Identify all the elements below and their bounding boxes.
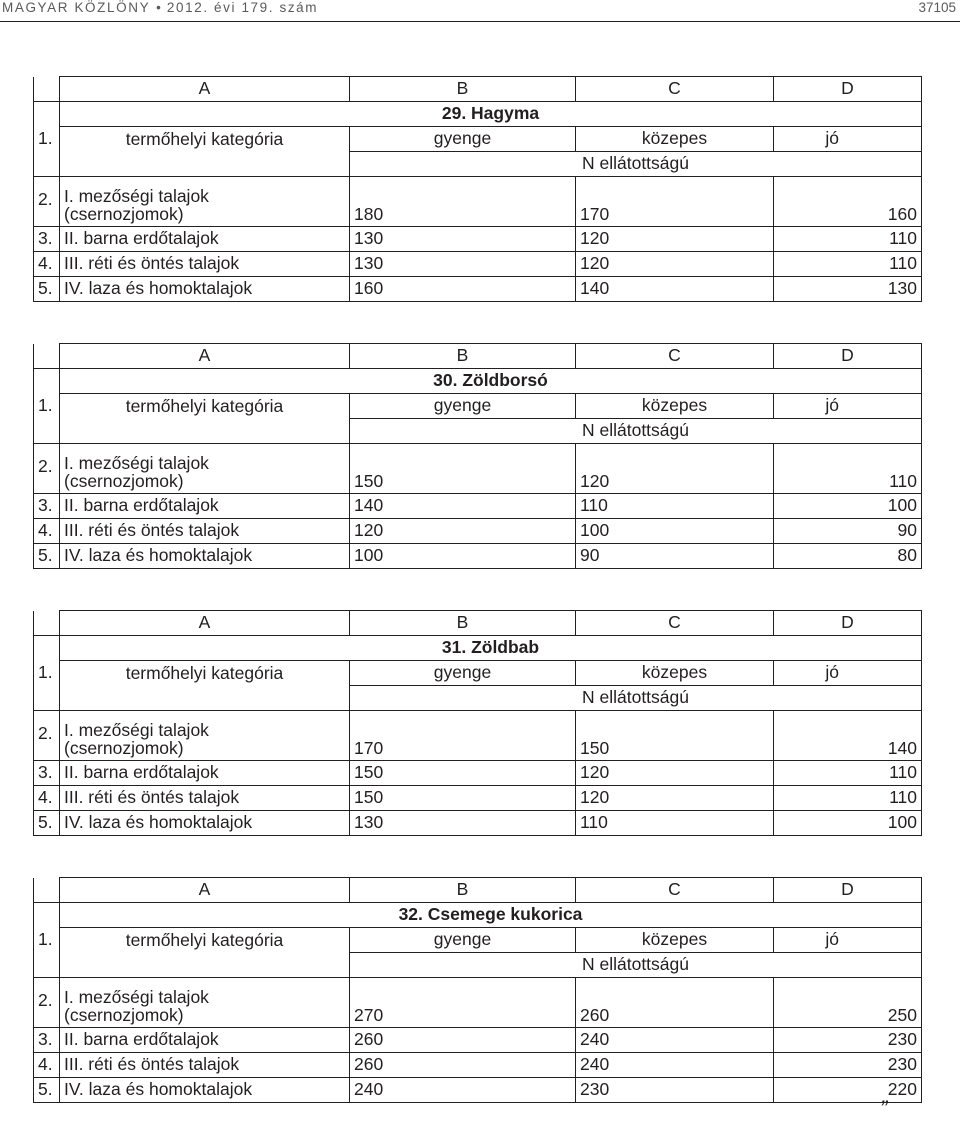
soil-category-label: IV. laza és homoktalajok bbox=[60, 811, 350, 836]
row-number: 1. bbox=[34, 102, 60, 177]
row-number: 3. bbox=[34, 1028, 60, 1053]
value-b: 260 bbox=[350, 1053, 576, 1078]
corner-cell bbox=[34, 344, 60, 369]
n-supply-row bbox=[34, 953, 922, 978]
value-d: 160 bbox=[774, 177, 922, 227]
soil-label-line2: (csernozjomok) bbox=[64, 1004, 184, 1025]
category-b: gyenge bbox=[350, 127, 576, 152]
header-rule bbox=[0, 21, 960, 22]
soil-label-line1: I. mezőségi talajok bbox=[64, 186, 209, 206]
column-header-d: D bbox=[774, 344, 922, 369]
row-number: 4. bbox=[34, 1053, 60, 1078]
value-c: 110 bbox=[576, 494, 774, 519]
soil-category-label: IV. laza és homoktalajok bbox=[60, 277, 350, 302]
soil-label-line2: (csernozjomok) bbox=[64, 737, 184, 758]
value-c: 240 bbox=[576, 1053, 774, 1078]
corner-cell bbox=[34, 77, 60, 102]
table-row bbox=[34, 1078, 922, 1103]
category-b: gyenge bbox=[350, 661, 576, 686]
value-c: 150 bbox=[576, 711, 774, 761]
category-label: termőhelyi kategória bbox=[60, 394, 350, 419]
column-header-c: C bbox=[576, 344, 774, 369]
column-header-row bbox=[34, 878, 922, 903]
row-number: 5. bbox=[34, 811, 60, 836]
soil-category-label: III. réti és öntés talajok bbox=[60, 519, 350, 544]
ditto-mark: ” bbox=[880, 1096, 888, 1121]
row-number: 4. bbox=[34, 519, 60, 544]
table-row bbox=[34, 227, 922, 252]
category-row bbox=[34, 394, 922, 419]
soil-category-label bbox=[60, 711, 350, 761]
n-supply-label: N ellátottságú bbox=[350, 953, 922, 978]
table-row bbox=[34, 494, 922, 519]
empty-cell bbox=[60, 419, 350, 444]
value-d: 230 bbox=[774, 1053, 922, 1078]
column-header-row bbox=[34, 611, 922, 636]
soil-label-line1: I. mezőségi talajok bbox=[64, 987, 209, 1007]
row-number: 1. bbox=[34, 636, 60, 711]
category-label: termőhelyi kategória bbox=[60, 661, 350, 686]
soil-category-label: III. réti és öntés talajok bbox=[60, 786, 350, 811]
row-number: 1. bbox=[34, 369, 60, 444]
value-d: 110 bbox=[774, 761, 922, 786]
value-b: 130 bbox=[350, 227, 576, 252]
value-c: 260 bbox=[576, 978, 774, 1028]
empty-cell bbox=[60, 152, 350, 177]
column-header-a: A bbox=[60, 878, 350, 903]
soil-category-label: IV. laza és homoktalajok bbox=[60, 1078, 350, 1103]
table-row bbox=[34, 786, 922, 811]
soil-category-label bbox=[60, 444, 350, 494]
fertilizer-table bbox=[33, 877, 922, 1103]
page-number: 37105 bbox=[918, 0, 956, 15]
table-row bbox=[34, 1028, 922, 1053]
category-c: közepes bbox=[576, 394, 774, 419]
row-number: 2. bbox=[34, 177, 60, 227]
value-d: 230 bbox=[774, 1028, 922, 1053]
value-c: 230 bbox=[576, 1078, 774, 1103]
value-b: 150 bbox=[350, 444, 576, 494]
table-row bbox=[34, 711, 922, 761]
corner-cell bbox=[34, 611, 60, 636]
value-b: 170 bbox=[350, 711, 576, 761]
column-header-a: A bbox=[60, 77, 350, 102]
column-header-b: B bbox=[350, 878, 576, 903]
row-number: 3. bbox=[34, 227, 60, 252]
n-supply-row bbox=[34, 686, 922, 711]
n-supply-row bbox=[34, 152, 922, 177]
value-d: 140 bbox=[774, 711, 922, 761]
column-header-row bbox=[34, 344, 922, 369]
row-number: 3. bbox=[34, 494, 60, 519]
page-header bbox=[0, 0, 960, 26]
value-d: 90 bbox=[774, 519, 922, 544]
value-d: 80 bbox=[774, 544, 922, 569]
value-d: 110 bbox=[774, 252, 922, 277]
soil-category-label bbox=[60, 177, 350, 227]
crop-title: 29. Hagyma bbox=[60, 102, 922, 127]
category-row bbox=[34, 127, 922, 152]
row-number: 5. bbox=[34, 1078, 60, 1103]
soil-label-line1: I. mezőségi talajok bbox=[64, 720, 209, 740]
category-d: jó bbox=[774, 127, 922, 152]
value-d: 110 bbox=[774, 227, 922, 252]
soil-label-line2: (csernozjomok) bbox=[64, 203, 184, 224]
table-row bbox=[34, 978, 922, 1028]
table-row bbox=[34, 544, 922, 569]
table-row bbox=[34, 277, 922, 302]
value-c: 120 bbox=[576, 252, 774, 277]
value-d: 250 bbox=[774, 978, 922, 1028]
soil-category-label: II. barna erdőtalajok bbox=[60, 1028, 350, 1053]
column-header-c: C bbox=[576, 878, 774, 903]
value-d: 110 bbox=[774, 444, 922, 494]
category-b: gyenge bbox=[350, 928, 576, 953]
category-d: jó bbox=[774, 661, 922, 686]
table-row bbox=[34, 519, 922, 544]
publication-line bbox=[2, 0, 318, 15]
category-label: termőhelyi kategória bbox=[60, 928, 350, 953]
empty-cell bbox=[60, 686, 350, 711]
category-c: közepes bbox=[576, 928, 774, 953]
table-title-row bbox=[34, 102, 922, 127]
column-header-a: A bbox=[60, 344, 350, 369]
column-header-b: B bbox=[350, 611, 576, 636]
row-number: 2. bbox=[34, 444, 60, 494]
category-c: közepes bbox=[576, 127, 774, 152]
category-d: jó bbox=[774, 394, 922, 419]
value-b: 140 bbox=[350, 494, 576, 519]
fertilizer-table bbox=[33, 76, 922, 302]
value-b: 270 bbox=[350, 978, 576, 1028]
column-header-d: D bbox=[774, 77, 922, 102]
row-number: 5. bbox=[34, 277, 60, 302]
crop-title: 32. Csemege kukorica bbox=[60, 903, 922, 928]
table-title-row bbox=[34, 903, 922, 928]
n-supply-label: N ellátottságú bbox=[350, 152, 922, 177]
value-d: 220 bbox=[774, 1078, 922, 1103]
value-c: 140 bbox=[576, 277, 774, 302]
value-b: 150 bbox=[350, 761, 576, 786]
table-row bbox=[34, 811, 922, 836]
column-header-a: A bbox=[60, 611, 350, 636]
table-title-row bbox=[34, 636, 922, 661]
empty-cell bbox=[60, 953, 350, 978]
row-number: 1. bbox=[34, 903, 60, 978]
table-row bbox=[34, 252, 922, 277]
category-row bbox=[34, 928, 922, 953]
value-b: 130 bbox=[350, 252, 576, 277]
fertilizer-table bbox=[33, 343, 922, 569]
table-title-row bbox=[34, 369, 922, 394]
soil-category-label: II. barna erdőtalajok bbox=[60, 494, 350, 519]
value-c: 120 bbox=[576, 761, 774, 786]
table-row bbox=[34, 177, 922, 227]
category-label: termőhelyi kategória bbox=[60, 127, 350, 152]
crop-title: 30. Zöldborsó bbox=[60, 369, 922, 394]
soil-label-line2: (csernozjomok) bbox=[64, 470, 184, 491]
value-c: 120 bbox=[576, 444, 774, 494]
category-c: közepes bbox=[576, 661, 774, 686]
value-d: 110 bbox=[774, 786, 922, 811]
column-header-c: C bbox=[576, 77, 774, 102]
row-number: 5. bbox=[34, 544, 60, 569]
value-b: 240 bbox=[350, 1078, 576, 1103]
issue-number: 2012. évi 179. szám bbox=[166, 0, 319, 15]
value-c: 110 bbox=[576, 811, 774, 836]
header-separator: • bbox=[156, 0, 161, 15]
column-header-c: C bbox=[576, 611, 774, 636]
row-number: 4. bbox=[34, 786, 60, 811]
soil-label-line1: I. mezőségi talajok bbox=[64, 453, 209, 473]
publication-title: MAGYAR KÖZLÖNY bbox=[2, 0, 151, 15]
row-number: 4. bbox=[34, 252, 60, 277]
table-row bbox=[34, 761, 922, 786]
row-number: 2. bbox=[34, 711, 60, 761]
soil-category-label: II. barna erdőtalajok bbox=[60, 761, 350, 786]
table-row bbox=[34, 444, 922, 494]
fertilizer-table bbox=[33, 610, 922, 836]
column-header-b: B bbox=[350, 344, 576, 369]
value-d: 130 bbox=[774, 277, 922, 302]
soil-category-label: IV. laza és homoktalajok bbox=[60, 544, 350, 569]
column-header-row bbox=[34, 77, 922, 102]
value-d: 100 bbox=[774, 494, 922, 519]
soil-category-label bbox=[60, 978, 350, 1028]
row-number: 2. bbox=[34, 978, 60, 1028]
row-number: 3. bbox=[34, 761, 60, 786]
n-supply-row bbox=[34, 419, 922, 444]
corner-cell bbox=[34, 878, 60, 903]
column-header-b: B bbox=[350, 77, 576, 102]
value-b: 100 bbox=[350, 544, 576, 569]
value-b: 160 bbox=[350, 277, 576, 302]
value-b: 180 bbox=[350, 177, 576, 227]
value-b: 120 bbox=[350, 519, 576, 544]
value-c: 120 bbox=[576, 786, 774, 811]
soil-category-label: III. réti és öntés talajok bbox=[60, 1053, 350, 1078]
category-d: jó bbox=[774, 928, 922, 953]
soil-category-label: II. barna erdőtalajok bbox=[60, 227, 350, 252]
value-d: 100 bbox=[774, 811, 922, 836]
value-b: 150 bbox=[350, 786, 576, 811]
value-c: 120 bbox=[576, 227, 774, 252]
category-row bbox=[34, 661, 922, 686]
value-b: 260 bbox=[350, 1028, 576, 1053]
soil-category-label: III. réti és öntés talajok bbox=[60, 252, 350, 277]
table-row bbox=[34, 1053, 922, 1078]
value-c: 170 bbox=[576, 177, 774, 227]
value-c: 100 bbox=[576, 519, 774, 544]
crop-title: 31. Zöldbab bbox=[60, 636, 922, 661]
n-supply-label: N ellátottságú bbox=[350, 419, 922, 444]
value-c: 240 bbox=[576, 1028, 774, 1053]
value-b: 130 bbox=[350, 811, 576, 836]
n-supply-label: N ellátottságú bbox=[350, 686, 922, 711]
column-header-d: D bbox=[774, 878, 922, 903]
category-b: gyenge bbox=[350, 394, 576, 419]
value-c: 90 bbox=[576, 544, 774, 569]
column-header-d: D bbox=[774, 611, 922, 636]
